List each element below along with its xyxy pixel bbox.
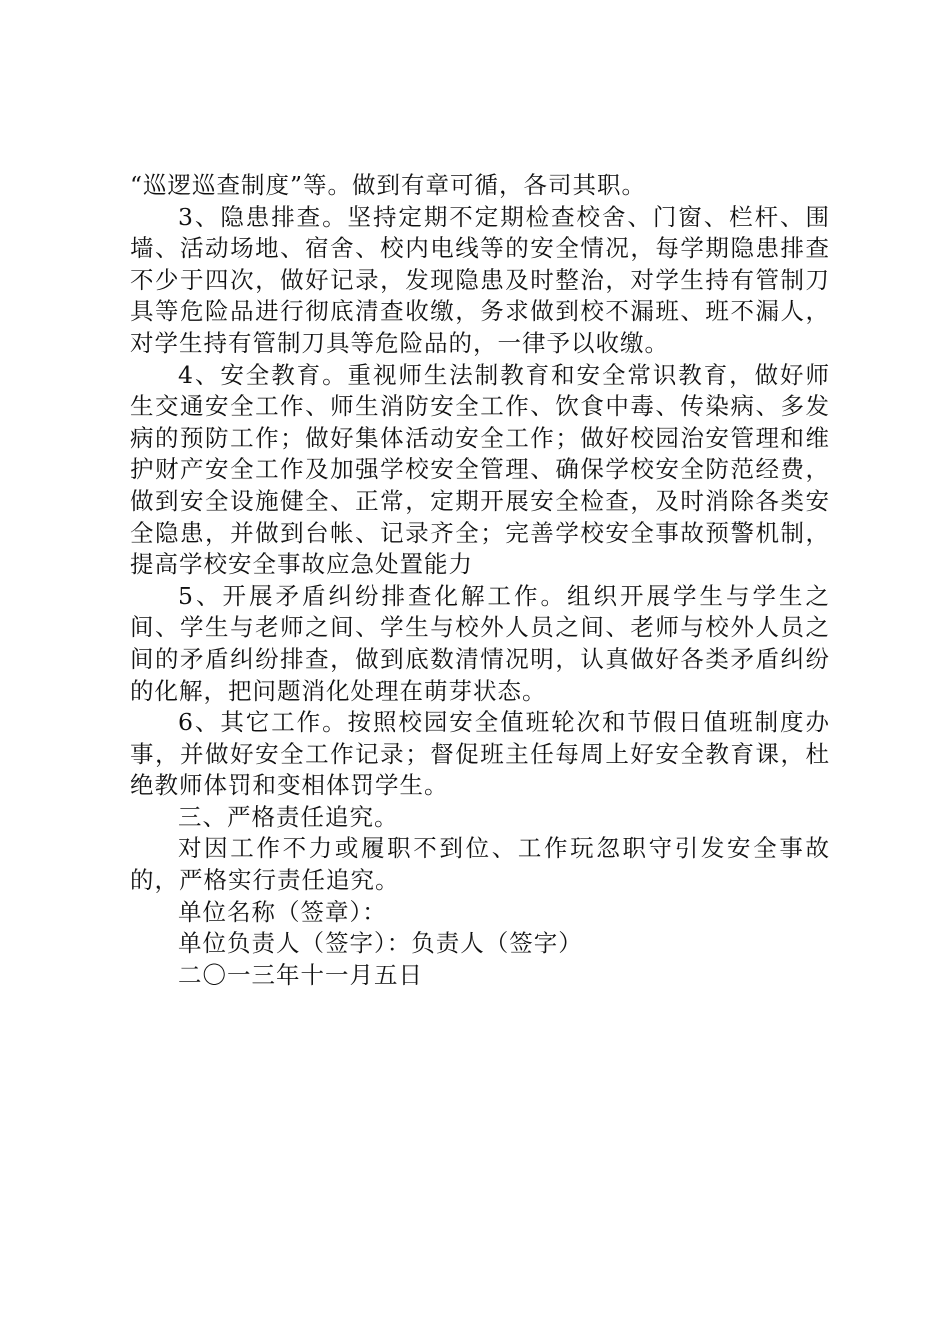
- document-body: [130, 170, 830, 991]
- document-date: 二〇一三年十一月五日: [178, 960, 423, 989]
- paragraph-accountability: 对因工作不力或履职不到位、工作玩忽职守引发安全事故的，严格实行责任追究。: [130, 834, 830, 895]
- paragraph-safety-education: 4、安全教育。重视师生法制教育和安全常识教育，做好师生交通安全工作、师生消防安全工作、饮食中毒、传染病、多发病的预防工作；做好集体活动安全工作；做好校园治安管理和维护财产安全工作及加强学校安全管理、确保学校安全防范经费，做到安全设施健全、正常，定期开展安全检查，及时消除各类安全隐患，并做到台帐、记录齐全；完善学校安全事故预警机制，提高学校安全事故应急处置能力: [130, 360, 830, 579]
- paragraph-dispute-resolution: 5、开展矛盾纠纷排查化解工作。组织开展学生与学生之间、学生与老师之间、学生与校外人员之间、老师与校外人员之间的矛盾纠纷排查，做到底数清情况明，认真做好各类矛盾纠纷的化解，把问题消化处理在萌芽状态。: [130, 581, 830, 705]
- paragraph-continuation: “巡逻巡查制度”等。做到有章可循，各司其职。: [130, 171, 647, 199]
- section-heading-accountability: 三、严格责任追究。: [178, 802, 399, 831]
- signature-responsible-person: 单位负责人（签字）：负责人（签字）: [178, 929, 583, 958]
- paragraph-hazard-inspection: 3、隐患排查。坚持定期不定期检查校舍、门窗、栏杆、围墙、活动场地、宿舍、校内电线等的安全情况，每学期隐患排查不少于四次，做好记录，发现隐患及时整治，对学生持有管制刀具等危险品进行彻底清查收缴，务求做到校不漏班、班不漏人，对学生持有管制刀具等危险品的，一律予以收缴。: [130, 202, 830, 357]
- signature-unit-name: 单位名称（签章）：: [178, 897, 387, 926]
- paragraph-other-work: 6、其它工作。按照校园安全值班轮次和节假日值班制度办事，并做好安全工作记录；督促班主任每周上好安全教育课，杜绝教师体罚和变相体罚学生。: [130, 708, 830, 800]
